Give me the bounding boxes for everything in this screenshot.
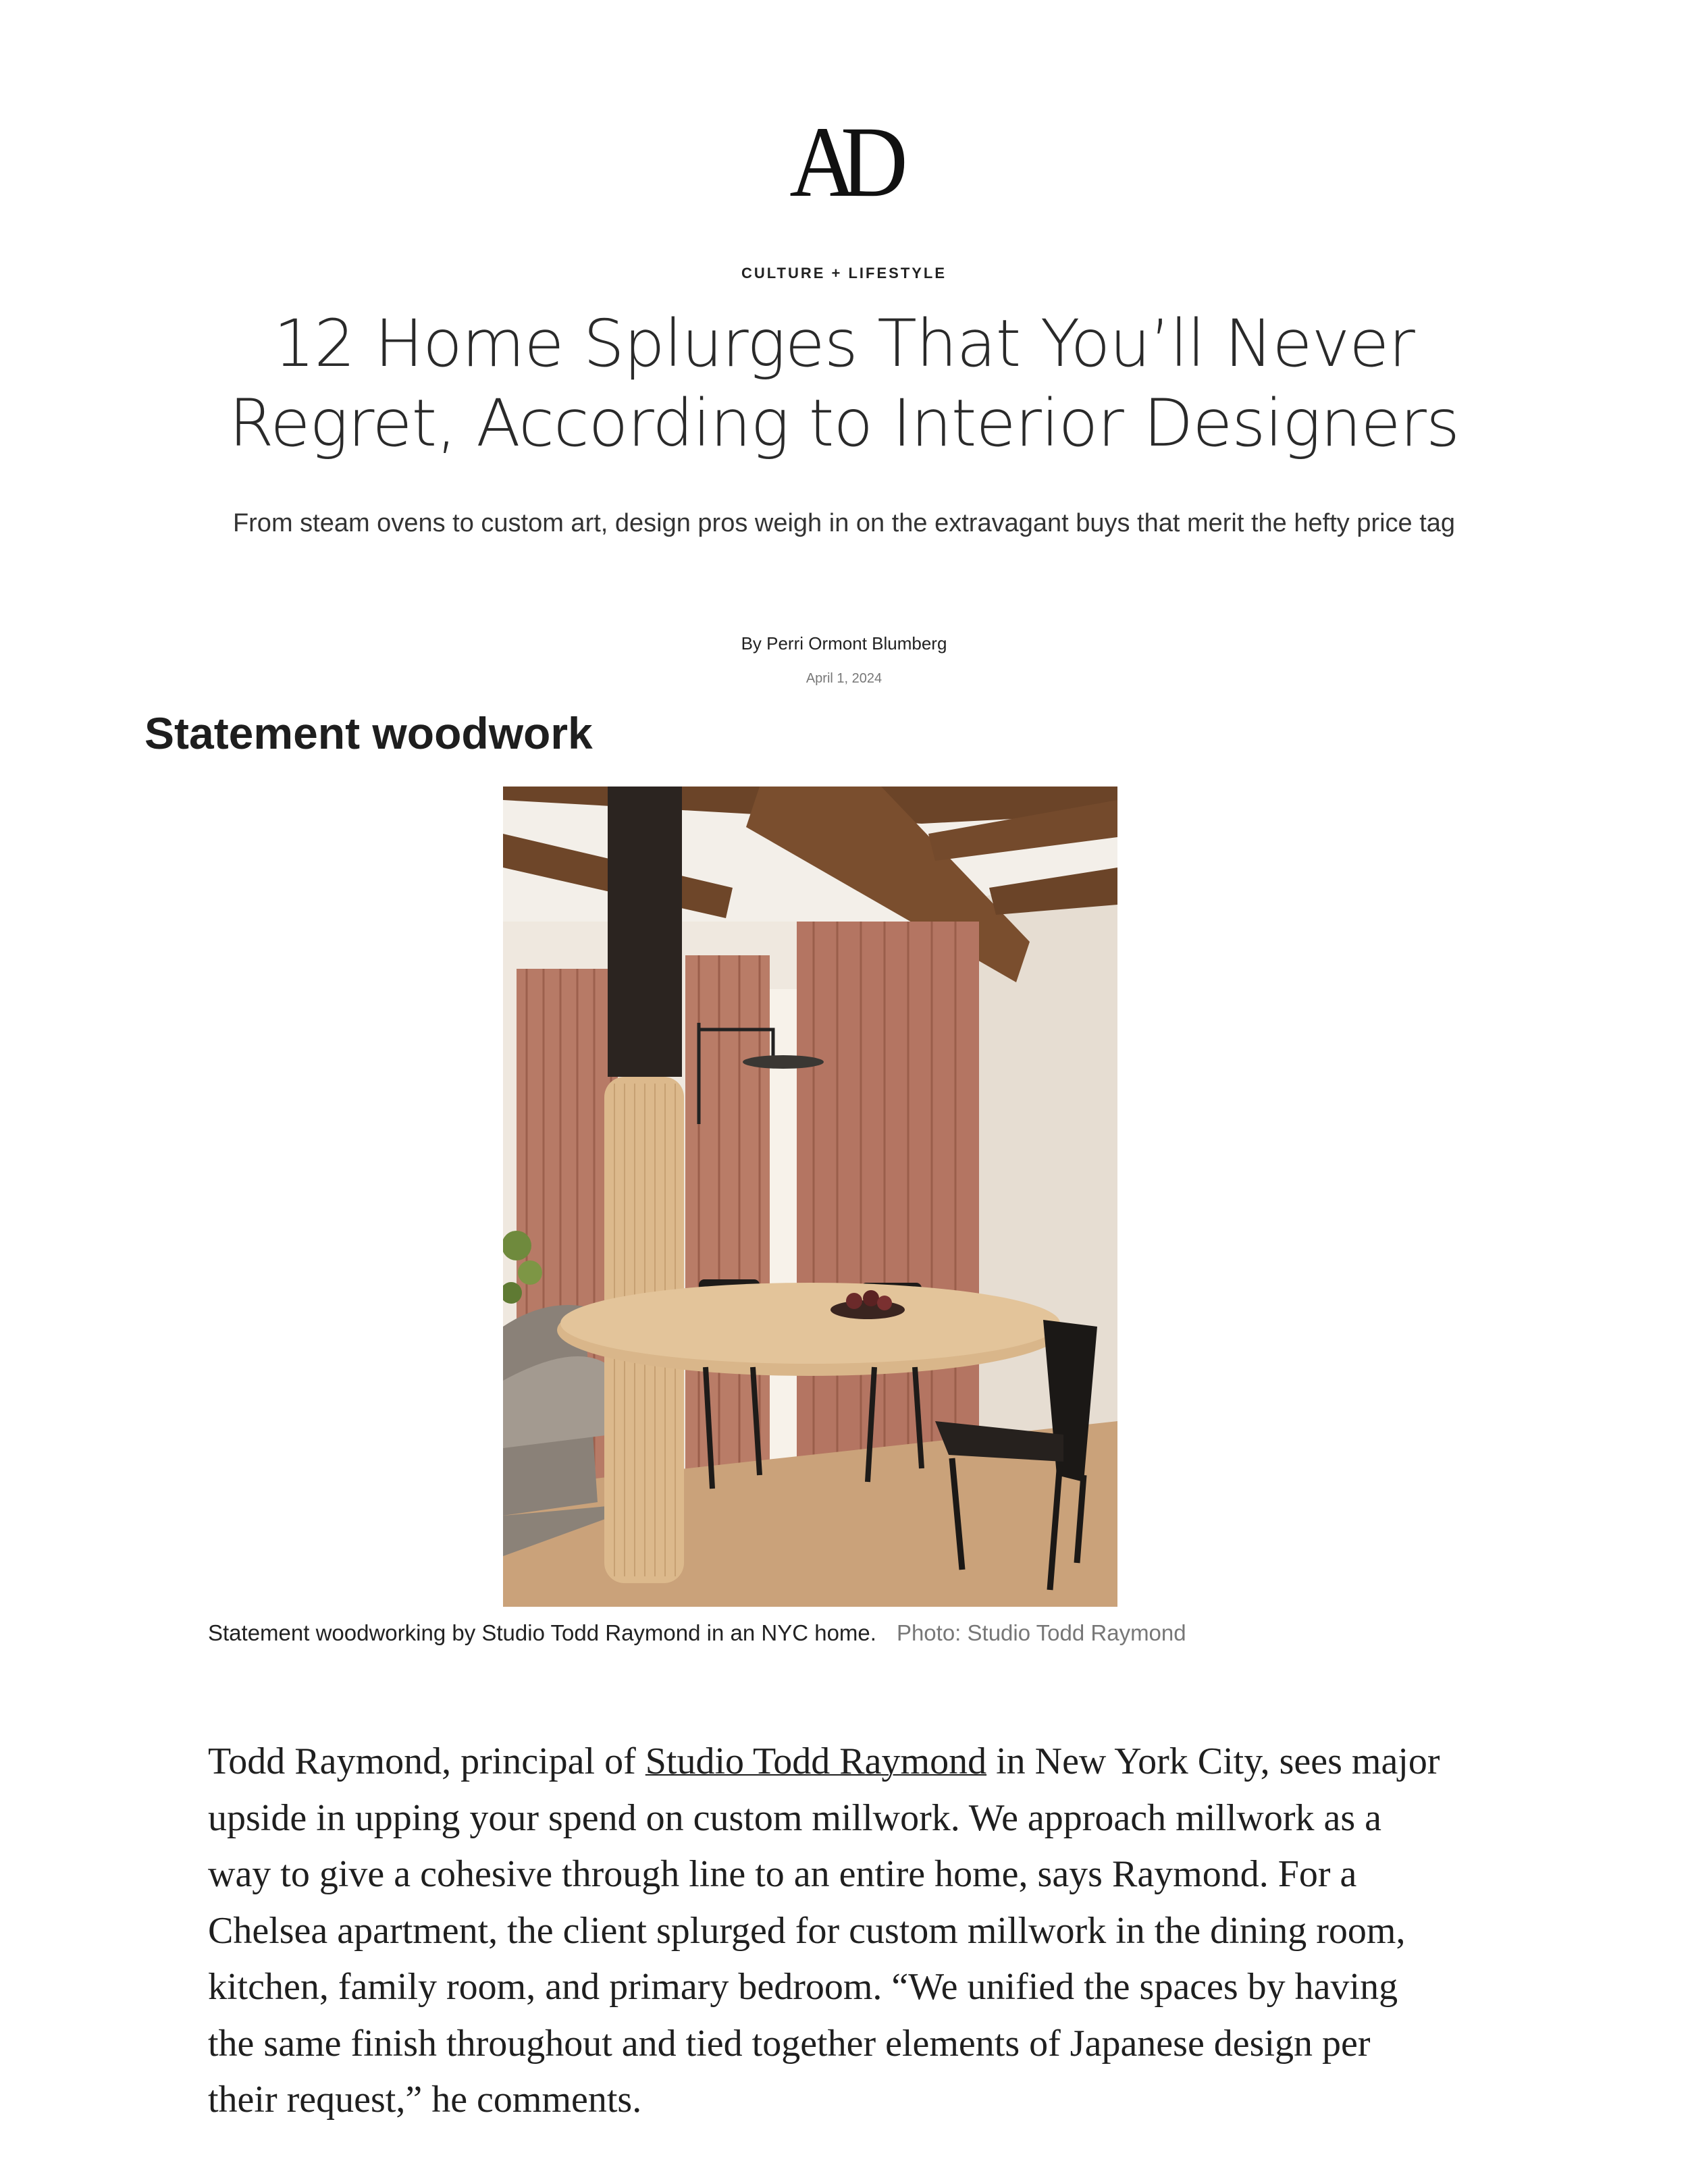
studio-todd-raymond-link[interactable]: Studio Todd Raymond: [645, 1740, 987, 1782]
photo-illustration: [503, 787, 1117, 1607]
dining-room-photo: [503, 787, 1117, 1607]
section-label[interactable]: CULTURE + LIFESTYLE: [741, 265, 947, 282]
article-dek: From steam ovens to custom art, design pros weigh in on the extravagant buys that merit the hefty price tag: [232, 509, 1456, 537]
article-headline: 12 Home Splurges That You’ll Never Regret, According to Interior Designers: [228, 306, 1460, 461]
article-date: April 1, 2024: [806, 671, 882, 686]
article-byline: By Perri Ormont Blumberg: [741, 633, 947, 654]
article-body-paragraph: [208, 1734, 1444, 2129]
body-text-rest: in New York City, sees major upside in upping your spend on custom millwork. We approach millwork as a way to give a cohesive through line to an entire home, says Raymond. For a Chelsea apartment, the client splurged for custom millwork in the dining room, kitchen, family room, and primary bedroom. “We unified the spaces by having the same finish throughout and tied together elements of Japanese design per their request,” he comments.: [208, 1740, 1440, 2121]
photo-caption: Statement woodworking by Studio Todd Raymond in an NYC home.: [208, 1620, 876, 1645]
section-subhead: Statement woodwork: [144, 708, 593, 758]
photo-caption-line: [208, 1620, 1186, 1646]
body-text-start: Todd Raymond, principal of: [208, 1740, 645, 1782]
ad-logo[interactable]: AD: [789, 106, 892, 218]
photo-credit: Photo: Studio Todd Raymond: [896, 1620, 1186, 1645]
